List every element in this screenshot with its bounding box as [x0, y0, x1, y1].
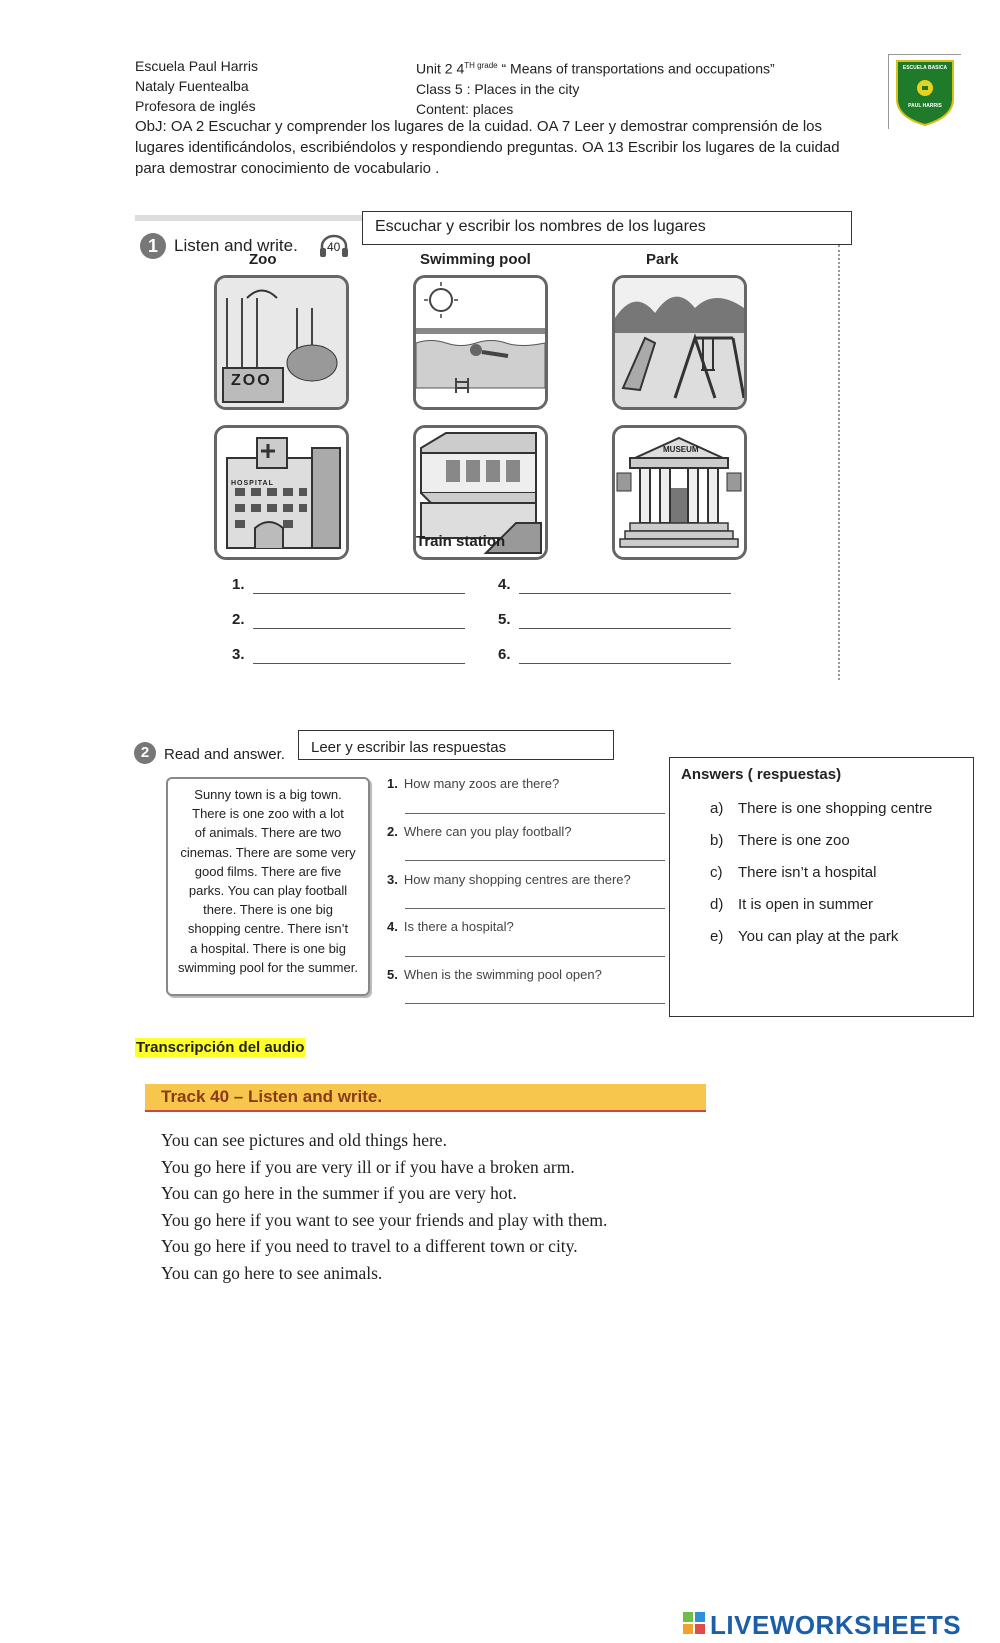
answer-line-6[interactable] — [519, 662, 731, 664]
answer-number-3: 3. — [232, 646, 245, 663]
school-logo — [888, 54, 961, 129]
logo-text-top: ESCUELA BASICA — [902, 65, 948, 71]
question-2: 2. Where can you play football? — [387, 824, 572, 839]
unit-line: Unit 2 $4^{TH grade}$ “ Means of transportations and occupations” — [416, 60, 775, 77]
liveworksheets-logo-icon — [683, 1612, 707, 1636]
answer-number-6: 6. — [498, 646, 511, 663]
hospital-picture — [214, 425, 349, 560]
answer-line-1[interactable] — [253, 592, 465, 594]
dotted-margin — [838, 245, 840, 680]
answer-option-d[interactable]: d) It is open in summer — [710, 896, 874, 913]
transcript-heading: Transcripción del audio — [136, 1039, 305, 1056]
swimming-pool-picture — [413, 275, 548, 410]
reading-line: there. There is one big — [203, 902, 333, 918]
reading-line: good films. There are five — [194, 863, 342, 879]
park-picture — [612, 275, 747, 410]
headphones-icon — [318, 233, 350, 259]
question-3: 3. How many shopping centres are there? — [387, 872, 631, 887]
reading-line: Sunny town is a big town. — [194, 787, 342, 802]
school-info — [135, 56, 258, 116]
reading-line: parks. You can play football — [188, 883, 348, 899]
answer-line-5[interactable] — [519, 627, 731, 629]
answer-number-2: 2. — [232, 611, 245, 628]
hospital-sign: HOSPITAL — [231, 480, 274, 487]
answer-line-4[interactable] — [519, 592, 731, 594]
section2-instruction: Leer y escribir las respuestas — [298, 730, 614, 760]
section1-number: 1 — [140, 233, 166, 259]
transcript-line: You can see pictures and old things here. — [161, 1130, 447, 1150]
section2-title: Read and answer. — [164, 746, 285, 763]
section1-title: Listen and write. — [174, 236, 298, 255]
transcript-line: You can go here to see animals. — [161, 1262, 383, 1283]
question-3-answer-line[interactable] — [405, 908, 665, 909]
question-4: 4. Is there a hospital? — [387, 919, 514, 934]
reading-line: a hospital. There is one big — [190, 940, 346, 956]
content-line: Content: places — [416, 100, 514, 117]
section2-number: 2 — [134, 742, 156, 764]
answers-box — [669, 757, 974, 1017]
teacher-role: Profesora de inglés — [135, 98, 256, 114]
answer-number-5: 5. — [498, 611, 511, 628]
unit-info — [416, 56, 775, 119]
answer-option-c[interactable]: c) There isn’t a hospital — [710, 864, 877, 881]
reading-line: cinemas. There are some very — [180, 844, 356, 860]
label-train-station: Train station — [416, 533, 506, 550]
answer-number-4: 4. — [498, 576, 511, 593]
school-name: Escuela Paul Harris — [135, 58, 258, 74]
reading-line: There is one zoo with a lot — [192, 806, 344, 822]
transcript-line: You can go here in the summer if you are very hot. — [161, 1183, 517, 1203]
liveworksheets-brand[interactable]: LIVEWORKSHEETS — [710, 1610, 962, 1640]
answer-option-e[interactable]: e) You can play at the park — [710, 928, 899, 945]
answer-option-a[interactable]: a) There is one shopping centre — [710, 800, 933, 817]
museum-sign: MUSEUM — [663, 445, 699, 454]
transcript-line: You go here if you need to travel to a different town or city. — [161, 1236, 578, 1256]
label-swimming-pool: Swimming pool — [420, 251, 531, 268]
section1-instruction: Escuchar y escribir los nombres de los lugares — [362, 211, 852, 245]
question-1: 1. How many zoos are there? — [387, 776, 560, 791]
reading-line: swimming pool for the summer. — [178, 959, 358, 975]
question-5: 5. When is the swimming pool open? — [387, 967, 602, 982]
question-2-answer-line[interactable] — [405, 860, 665, 861]
track-title-bar: Track 40 – Listen and write. — [145, 1084, 706, 1112]
answer-line-3[interactable] — [253, 662, 465, 664]
answer-option-b[interactable]: b) There is one zoo — [710, 832, 850, 849]
question-1-answer-line[interactable] — [405, 813, 665, 814]
question-4-answer-line[interactable] — [405, 956, 665, 957]
class-line: Class 5 : Places in the city — [416, 80, 580, 97]
label-park: Park — [646, 251, 679, 268]
teacher-name: Nataly Fuentealba — [135, 78, 249, 94]
label-zoo: Zoo — [249, 251, 277, 268]
answers-title: Answers ( respuestas) — [681, 766, 842, 783]
transcript-line: You go here if you want to see your friends and play with them. — [161, 1209, 608, 1230]
museum-picture — [612, 425, 747, 560]
section-divider — [135, 215, 365, 221]
transcript-line: You go here if you are very ill or if you have a broken arm. — [161, 1156, 575, 1177]
logo-text-bottom: PAUL HARRIS — [908, 103, 942, 109]
answer-line-2[interactable] — [253, 627, 465, 629]
answer-number-1: 1. — [232, 576, 245, 593]
zoo-picture — [214, 275, 349, 410]
objective-text: ObJ: OA 2 Escuchar y comprender los lugares de la cuidad. OA 7 Leer y demostrar comprensión de los lugares identificándolos, escribiéndolos y respondiendo preguntas. OA 13 Escribir los lugares de la cuidad para demostrar conocimiento de vocabulario . — [135, 118, 840, 177]
reading-text-box — [166, 777, 370, 996]
question-5-answer-line[interactable] — [405, 1003, 665, 1004]
zoo-sign: ZOO — [231, 372, 272, 389]
reading-line: of animals. There are two — [194, 825, 342, 841]
reading-line: shopping centre. There isn’t — [187, 921, 349, 937]
train-station-picture — [413, 425, 548, 560]
transcript-lines — [161, 1127, 607, 1286]
track-badge: 40 — [327, 240, 341, 254]
